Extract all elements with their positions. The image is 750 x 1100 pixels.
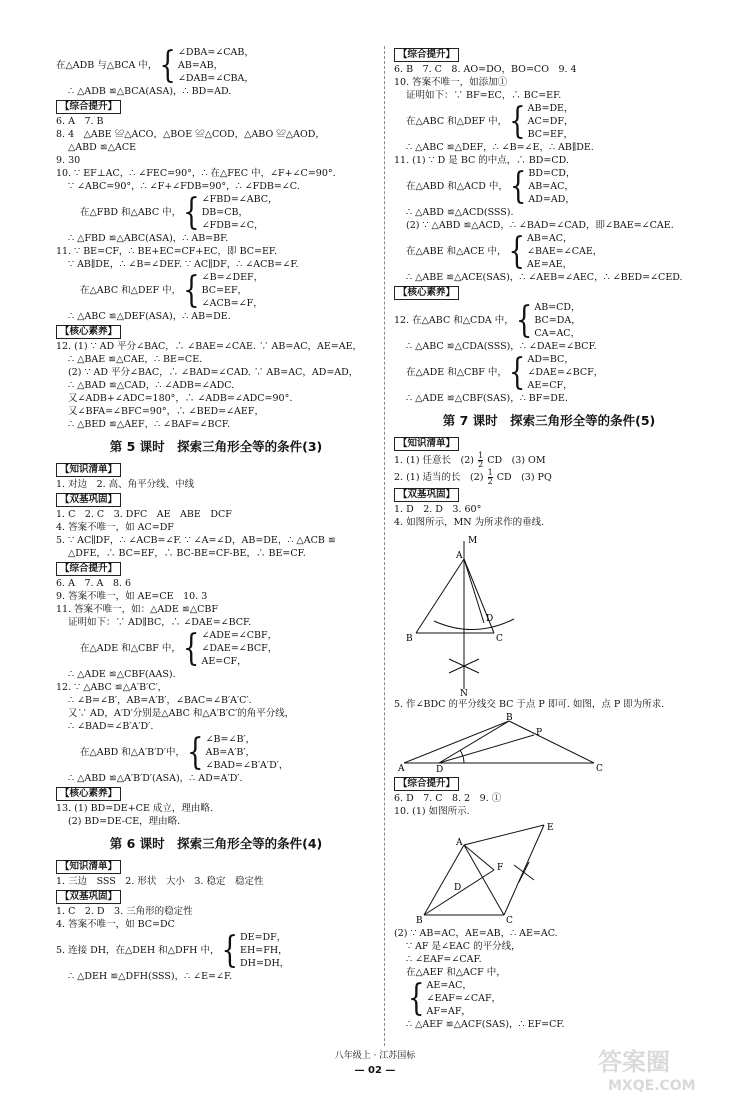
text-line: ∴ △ABC ≌△DEF，∴ ∠B=∠E，∴ AB∥DE. <box>406 142 594 153</box>
brace-list <box>240 931 289 970</box>
brace-item: ∠FBD=∠ABC， <box>201 194 278 205</box>
page-footer: 八年级上 · 江苏国标 <box>334 1051 416 1061</box>
arc-construction <box>434 619 514 630</box>
segment-ec <box>504 825 544 915</box>
figure-perpendicular <box>394 531 634 696</box>
point-label: D <box>454 883 462 893</box>
text-line: 12. ∵ △ABC ≌△A′B′C′， <box>56 682 168 693</box>
brace-item: AD=BC， <box>527 354 574 365</box>
section-title: 【知识清单】 <box>394 437 459 451</box>
brace-symbol: { <box>183 269 200 312</box>
point-label: F <box>497 863 504 873</box>
text-line: △ABD ≌△ACE <box>68 142 137 153</box>
brace-symbol: { <box>187 731 204 774</box>
brace-symbol: { <box>183 191 200 234</box>
brace-list <box>202 271 264 310</box>
watermark-url: MXQE.COM <box>608 1078 696 1094</box>
point-label: C <box>506 916 513 925</box>
text-line: 4. 答案不唯一，如 BC=DC <box>56 919 175 930</box>
section-title: 【双基巩固】 <box>56 890 121 904</box>
bisector-dp <box>439 735 534 763</box>
point-label: D <box>436 765 444 773</box>
side-ac <box>464 845 504 915</box>
brace-item: BC=DA， <box>534 315 581 326</box>
brace-item: BC=EF， <box>527 129 574 140</box>
brace-list <box>528 167 575 206</box>
text-line <box>394 469 704 486</box>
brace-item: AC=DF， <box>527 116 574 127</box>
text-line: 在△AEF 和△ACF 中， <box>406 967 506 978</box>
text-line: ∴ △ABC ≌△CDA(SSS)，∴ ∠DAE=∠BCF. <box>406 341 597 352</box>
text-line: 9. 答案不唯一，如 AE=CE 10. 3 <box>56 591 208 602</box>
page-number: — 02 — <box>354 1065 396 1076</box>
text-line: 6. A 7. B <box>56 116 104 127</box>
fraction-denominator: 2 <box>487 477 493 486</box>
column-divider <box>384 46 385 1046</box>
figure-construction <box>394 820 634 925</box>
brace-item: AB=CD， <box>534 302 581 313</box>
brace-item: AE=AC， <box>426 980 472 991</box>
brace-item: AB=A′B′， <box>205 747 256 758</box>
brace-block <box>56 271 376 310</box>
side-ab <box>416 559 464 633</box>
brace-symbol: { <box>221 929 239 972</box>
side-ab <box>424 845 464 915</box>
brace-block <box>56 733 376 772</box>
text-line: ∴ △DEH ≌△DFH(SSS)，∴ ∠E=∠F. <box>68 971 233 982</box>
text-fragment: 2. (1) 适当的长 (2) <box>394 472 484 483</box>
text-line: ∴ △ADE ≌△CBF(SAS)，∴ BF=DE. <box>406 393 568 404</box>
brace-item: DE=DF， <box>240 932 287 943</box>
text-line: 10. (1) 如图所示. <box>394 806 470 817</box>
brace-list <box>534 301 580 340</box>
lesson-title: 第 5 课时 探索三角形全等的条件(3) <box>109 439 323 454</box>
text-line: 13. (1) BD=DE+CE 成立，理由略. <box>56 803 213 814</box>
brace-item: AB=DE， <box>527 103 574 114</box>
point-label: A <box>398 764 405 773</box>
lesson-title: 第 7 课时 探索三角形全等的条件(5) <box>442 413 656 428</box>
text-line: ∴ △ABD ≌△A′B′D′(ASA)，∴ AD=A′D′. <box>68 773 243 784</box>
text-line: 6. A 7. A 8. 6 <box>56 578 132 589</box>
point-label: C <box>596 764 603 773</box>
brace-item: ∠FDB=∠C， <box>201 220 264 231</box>
right-column <box>394 46 704 1031</box>
text-line: 在△ABD 和△ACD 中， <box>406 181 508 192</box>
brace-item: ∠DAE=∠BCF， <box>201 643 278 654</box>
text-line: ∴ △ADE ≌△CBF(AAS). <box>68 669 176 680</box>
text-fragment: CD (3) PQ <box>496 472 552 483</box>
text-line: ∴ △ADB ≌△BCA(ASA)，∴ BD=AD. <box>68 86 232 97</box>
brace-item: AB=AC， <box>527 233 573 244</box>
brace-item: ∠ADE=∠CBF， <box>201 630 278 641</box>
brace-item: AE=AE， <box>527 259 573 270</box>
brace-symbol: { <box>508 351 526 394</box>
text-line: 1. 三边 SSS 2. 形状 大小 3. 稳定 稳定性 <box>56 876 264 887</box>
text-line: 在△ABE 和△ACE 中， <box>406 246 507 257</box>
text-line: △DFE，∴ BC=EF，∴ BC-BE=CF-BE，∴ BE=CF. <box>68 548 306 559</box>
text-line: 4. 如图所示，MN 为所求作的垂线. <box>394 517 545 528</box>
text-line: ∴ △AEF ≌△ACF(SAS)，∴ EF=CF. <box>406 1019 565 1030</box>
text-line: 在△FBD 和△ABC 中， <box>80 207 182 218</box>
brace-item: CA=AC， <box>534 328 581 339</box>
section-title: 【核心素养】 <box>56 325 121 339</box>
text-line: 在△ADE 和△CBF 中， <box>406 367 507 378</box>
brace-item: AB=AB， <box>177 60 224 71</box>
point-label: A <box>456 838 463 848</box>
text-line: ∴ △ABC ≌△DEF(ASA)，∴ AB=DE. <box>68 311 231 322</box>
text-line: ∴ ∠BAD=∠B′A′D′. <box>68 721 154 732</box>
text-line: 在△ABC 和△DEF 中， <box>80 285 182 296</box>
fraction-numerator: 1 <box>487 468 493 477</box>
text-line: ∴ ∠EAF=∠CAF. <box>406 954 482 965</box>
brace-item: AB=AC， <box>528 181 574 192</box>
text-line: (2) ∵ △ABD ≌△ACD，∴ ∠BAD=∠CAD，即∠BAE=∠CAE. <box>406 220 674 231</box>
fraction <box>478 452 483 469</box>
brace-symbol: { <box>159 44 176 87</box>
text-line: ∴ △BED ≌△AEF，∴ ∠BAF=∠BCF. <box>68 419 231 430</box>
text-line: 证明如下：∵ BF=EC，∴ BC=EF. <box>406 90 562 101</box>
side-ab <box>404 721 509 763</box>
brace-block <box>56 931 376 970</box>
text-line: 在△ADB 与△BCA 中， <box>56 60 158 71</box>
fraction <box>488 469 493 486</box>
brace-list <box>427 979 502 1018</box>
brace-block <box>56 46 376 85</box>
text-line: ∵ AF 是∠EAC 的平分线， <box>406 941 521 952</box>
segment-ad <box>464 559 484 623</box>
section-title: 【核心素养】 <box>56 787 121 801</box>
watermark-logo <box>590 1040 740 1096</box>
brace-item: ∠BAE=∠CAE， <box>527 246 603 257</box>
text-line: 12. (1) ∵ AD 平分∠BAC，∴ ∠BAE=∠CAE. ∵ AB=AC，AE=AE， <box>56 341 363 352</box>
text-line: 5. ∵ AC∥DF，∴ ∠ACB=∠F. ∵ ∠A=∠D，AB=DE，∴ △ACB ≌ <box>56 535 336 546</box>
brace-item: ∠ACB=∠F， <box>201 298 263 309</box>
text-line: 10. 答案不唯一，如添加① <box>394 77 508 88</box>
brace-list <box>202 193 278 232</box>
fraction-numerator: 1 <box>478 451 484 460</box>
section-title: 【双基巩固】 <box>394 488 459 502</box>
watermark-text: 答案圈 <box>598 1048 670 1076</box>
point-label: N <box>460 689 468 696</box>
brace-item: AD=AD， <box>528 194 575 205</box>
point-label: D <box>486 614 494 624</box>
brace-item: DH=DH， <box>240 958 290 969</box>
brace-list <box>527 353 603 392</box>
text-line: 1. 对边 2. 高、角平分线、中线 <box>56 479 195 490</box>
text-line: ∴ ∠B=∠B′，AB=A′B′，∠BAC=∠B′A′C′. <box>68 695 252 706</box>
brace-block <box>56 193 376 232</box>
point-label: M <box>468 536 478 546</box>
text-line <box>394 452 704 469</box>
brace-block <box>394 232 704 271</box>
brace-item: ∠EAF=∠CAF， <box>426 993 502 1004</box>
section-title: 【综合提升】 <box>394 777 459 791</box>
text-line: 1. C 2. D 3. 三角形的稳定性 <box>56 906 193 917</box>
brace-list <box>206 733 289 772</box>
brace-symbol: { <box>182 627 200 670</box>
section-title: 【知识清单】 <box>56 463 121 477</box>
text-fragment: 1. (1) 任意长 (2) <box>394 455 475 466</box>
side-bc <box>509 721 594 763</box>
text-line: 6. D 7. C 8. 2 9. ① <box>394 793 502 804</box>
text-line: 11. ∵ BE=CF，∴ BE+EC=CF+EC，即 BC=EF. <box>56 246 278 257</box>
point-label: B <box>416 916 423 925</box>
arc-cross <box>514 862 534 882</box>
lesson-title: 第 6 课时 探索三角形全等的条件(4) <box>109 836 323 851</box>
brace-item: ∠DAB=∠CBA， <box>177 73 254 84</box>
text-line: ∵ AB∥DE，∴ ∠B=∠DEF. ∵ AC∥DF，∴ ∠ACB=∠F. <box>68 259 299 270</box>
point-label: C <box>496 634 503 644</box>
brace-symbol: { <box>515 299 533 342</box>
text-line: (2) ∵ AB=AC，AE=AB，∴ AE=AC. <box>394 928 558 939</box>
brace-list <box>528 102 574 141</box>
text-line: (2) BD=DE-CE，理由略. <box>68 816 181 827</box>
text-line: 又∵ AD，A′D′分别是△ABC 和△A′B′C′的角平分线， <box>68 708 295 719</box>
brace-block <box>394 102 704 141</box>
brace-block <box>56 629 376 668</box>
segment-bd <box>439 721 509 763</box>
left-column <box>56 46 376 983</box>
section-title: 【综合提升】 <box>394 48 459 62</box>
point-label: B <box>406 634 413 644</box>
text-line: ∵ ∠ABC=90°，∴ ∠F+∠FDB=90°，∴ ∠FDB=∠C. <box>68 181 300 192</box>
text-line: 又∠BFA=∠BFC=90°，∴ ∠BED=∠AEF， <box>68 406 264 417</box>
text-line: 在△ABC 和△DEF 中， <box>406 116 508 127</box>
brace-symbol: { <box>408 977 425 1020</box>
brace-block <box>394 353 704 392</box>
segment-af <box>464 845 494 870</box>
text-line: 6. B 7. C 8. AO=DO，BO=CO 9. 4 <box>394 64 577 75</box>
text-line: 又∠ADB+∠ADC=180°，∴ ∠ADB=∠ADC=90°. <box>68 393 293 404</box>
text-line: 证明如下：∵ AD∥BC，∴ ∠DAE=∠BCF. <box>68 617 252 628</box>
brace-block <box>394 301 704 340</box>
brace-list <box>201 629 277 668</box>
fraction-denominator: 2 <box>478 460 484 469</box>
section-title: 【核心素养】 <box>394 286 459 300</box>
text-line: ∴ △BAE ≌△CAE，∴ BE=CE. <box>68 354 203 365</box>
brace-item: AF=AF， <box>426 1006 471 1017</box>
brace-item: ∠DBA=∠CAB， <box>177 47 254 58</box>
brace-item: ∠BAD=∠B′A′D′， <box>205 760 289 771</box>
section-title: 【知识清单】 <box>56 860 121 874</box>
text-line: 5. 连接 DH，在△DEH 和△DFH 中， <box>56 945 220 956</box>
brace-item: AE=CF， <box>201 656 247 667</box>
brace-item: EH=FH， <box>240 945 288 956</box>
text-line: 在△ABD 和△A′B′D′中， <box>80 747 186 758</box>
brace-item: ∠B=∠DEF， <box>201 272 264 283</box>
point-label: A <box>456 551 463 561</box>
text-line: ∴ △ABE ≌△ACE(SAS)，∴ ∠AEB=∠AEC，∴ ∠BED=∠CED. <box>406 272 683 283</box>
text-line: 在△ADE 和△CBF 中， <box>80 643 181 654</box>
point-label: E <box>547 823 554 833</box>
brace-list <box>178 46 254 85</box>
text-line: 12. 在△ABC 和△CDA 中， <box>394 315 514 326</box>
point-label: B <box>506 713 513 723</box>
text-line: 1. D 2. D 3. 60° <box>394 504 482 515</box>
segment-ae <box>464 825 544 845</box>
section-title: 【双基巩固】 <box>56 493 121 507</box>
text-line: 1. C 2. C 3. DFC AE ABE DCF <box>56 509 232 520</box>
brace-item: AE=CF， <box>527 380 573 391</box>
text-line: (2) ∵ AD 平分∠BAC，∴ ∠BAD=∠CAD. ∵ AB=AC，AD=AD， <box>68 367 359 378</box>
brace-symbol: { <box>509 100 526 143</box>
text-line: 9. 30 <box>56 155 81 166</box>
text-line: ∴ △ABD ≌△ACD(SSS). <box>406 207 514 218</box>
text-line: 10. ∵ EF⊥AC，∴ ∠FEC=90°，∴ 在△FEC 中，∠F+∠C=90°. <box>56 168 336 179</box>
brace-item: BC=EF， <box>201 285 248 296</box>
text-line: 11. 答案不唯一，如：△ADE ≌△CBF <box>56 604 218 615</box>
brace-block <box>394 979 704 1018</box>
text-line: ∴ △BAD ≌△CAD，∴ ∠ADB=∠ADC. <box>68 380 235 391</box>
brace-block <box>394 167 704 206</box>
text-line: 11. (1) ∵ D 是 BC 的中点，∴ BD=CD. <box>394 155 569 166</box>
brace-item: BD=CD， <box>528 168 576 179</box>
figure-bisector <box>394 713 634 773</box>
brace-item: ∠DAE=∠BCF， <box>527 367 604 378</box>
text-fragment: CD (3) OM <box>487 455 546 466</box>
brace-symbol: { <box>508 230 526 273</box>
text-line: 5. 作∠BDC 的平分线交 BC 于点 P 即可. 如图，点 P 即为所求. <box>394 699 665 710</box>
text-line: 4. 答案不唯一，如 AC=DF <box>56 522 174 533</box>
brace-item: DB=CB， <box>201 207 248 218</box>
brace-list <box>527 232 602 271</box>
brace-symbol: { <box>509 165 527 208</box>
text-line: 8. 4 △ABE ≌△ACO，△BOE ≌△COD，△ABO ≌△AOD， <box>56 129 325 140</box>
section-title: 【综合提升】 <box>56 562 121 576</box>
section-title: 【综合提升】 <box>56 100 121 114</box>
point-label: P <box>536 728 543 738</box>
text-line: ∴ △FBD ≌△ABC(ASA)，∴ AB=BF. <box>68 233 229 244</box>
brace-item: ∠B=∠B′， <box>205 734 256 745</box>
